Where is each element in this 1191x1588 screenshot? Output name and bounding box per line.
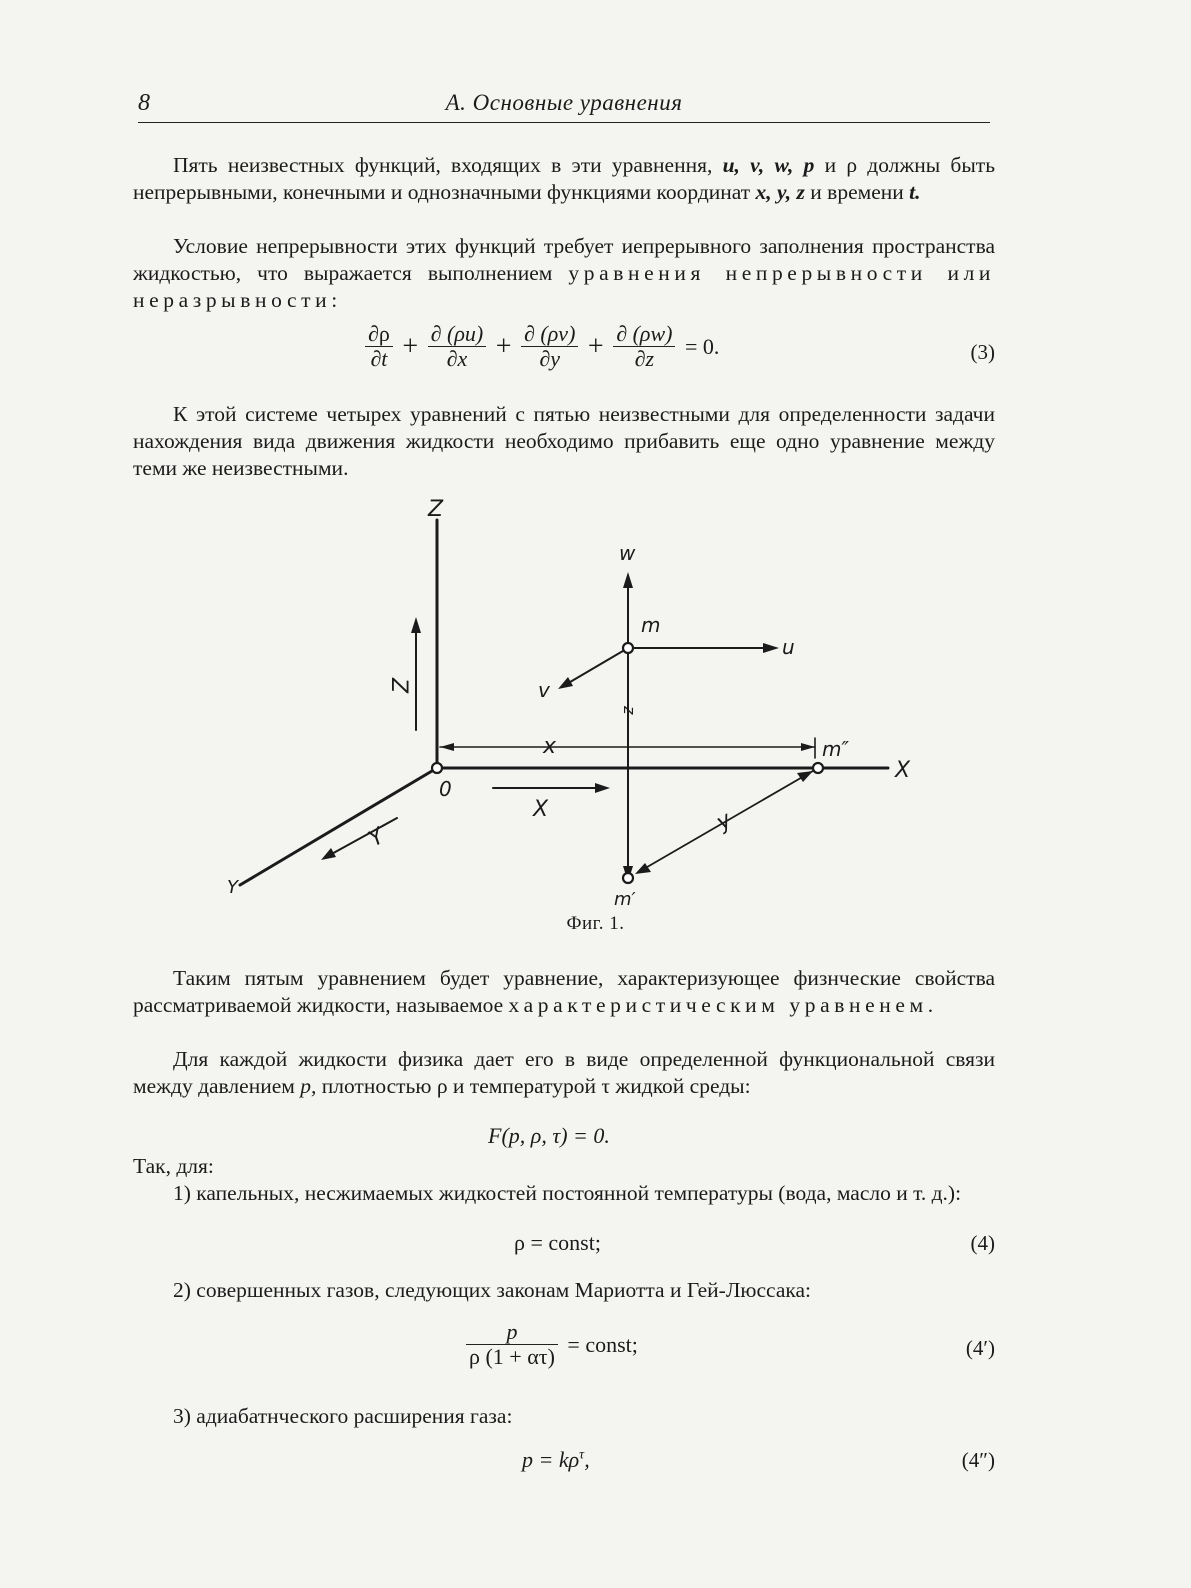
list-item-1: 1) капельных, несжимаемых жидкостей постоянной температуры (вода, масло и т. д.): (173, 1181, 962, 1205)
label-z-small: z (620, 706, 639, 715)
label-m-double-prime: m″ (822, 737, 849, 761)
point-m-prime (623, 873, 633, 883)
label-x-arrow: X (533, 797, 549, 822)
label-y-axis: Y (227, 877, 238, 898)
label-u: u (782, 635, 795, 659)
list-item-3: 3) адиабатнческого расширения газа: (173, 1404, 513, 1428)
paragraph-continuity: Условие непрерывности этих функций требует иепрерывного заполнения пространства жидкостью, что выражается выполнением уравнения непрерывности или неразрывности: (133, 234, 996, 312)
equation-number-4-prime: (4′) (965, 1336, 995, 1360)
paragraph-so-for: Так, для: (133, 1154, 214, 1178)
paragraph-system: К этой системе четырех уравнений с пятью неизвестными для определенности задачи нахождения вида движения жидкости необходимо прибавить еще одно уравнение между теми же неизвестными. (133, 402, 995, 480)
label-v: v (538, 678, 550, 702)
paragraph-unknown-functions: Пять неизвестных функций, входящих в эти уравнення, u, v, w, p и ρ должны быть непрерывными, конечными и однозначными функциями координат x, y, z и времени t. (133, 153, 996, 204)
label-m: m (641, 613, 661, 637)
equation-number-4-double-prime: (4″) (961, 1448, 995, 1472)
equation-number-4: (4) (970, 1231, 995, 1255)
y-axis-line (240, 768, 437, 885)
equation-4-prime: $\frac{p}{\rho (1 + \alpha\tau)}$ = const; (464, 1320, 640, 1369)
origin-point (432, 763, 442, 773)
paragraph-fifth-equation: Таким пятым уравнением будет уравнение, характеризующее физнческие свойства рассматриваемой жидкости, называемое характеристическим уравненем. (133, 966, 995, 1017)
label-origin: 0 (439, 777, 452, 801)
equation-number-3: (3) (970, 340, 995, 364)
label-x-axis: X (895, 758, 911, 783)
equation-4-double-prime: $p = k\rho^\tau$, (522, 1447, 590, 1472)
page-number: 8 (138, 90, 150, 116)
label-z-coord: Z (386, 678, 411, 694)
figure-caption: Фиг. 1. (566, 913, 625, 934)
list-item-2: 2) совершенных газов, следующих законам Мариотта и Гей-Люссака: (173, 1278, 811, 1302)
point-m-double-prime (813, 763, 823, 773)
label-m-prime: m′ (614, 889, 636, 910)
paragraph-physics: Для каждой жидкости физика дает его в виде определенной функциональной связи между давлением p, плотностью ρ и температурой τ жидкой среды: (133, 1047, 995, 1098)
equation-state: F(p, ρ, τ) = 0. (488, 1123, 610, 1148)
point-m (623, 643, 633, 653)
running-title: А. Основные уравнения (445, 90, 683, 115)
equation-4: ρ = const; (514, 1230, 601, 1255)
label-y-arrow: Y (364, 823, 389, 853)
label-y-coord: y (712, 807, 737, 836)
label-z-axis: Z (428, 497, 444, 522)
label-w: w (619, 541, 636, 565)
label-x-coord: x (543, 734, 557, 759)
equation-continuity: $\frac{\partial\rho}{\partial t}$ + $\frac{\partial (\rho u)}{\partial x}$ + $\frac{\partial (\rho v)}{\partial y}$ + $\frac{\partial (\rho w)}{\partial z}$ = 0. (363, 322, 721, 371)
